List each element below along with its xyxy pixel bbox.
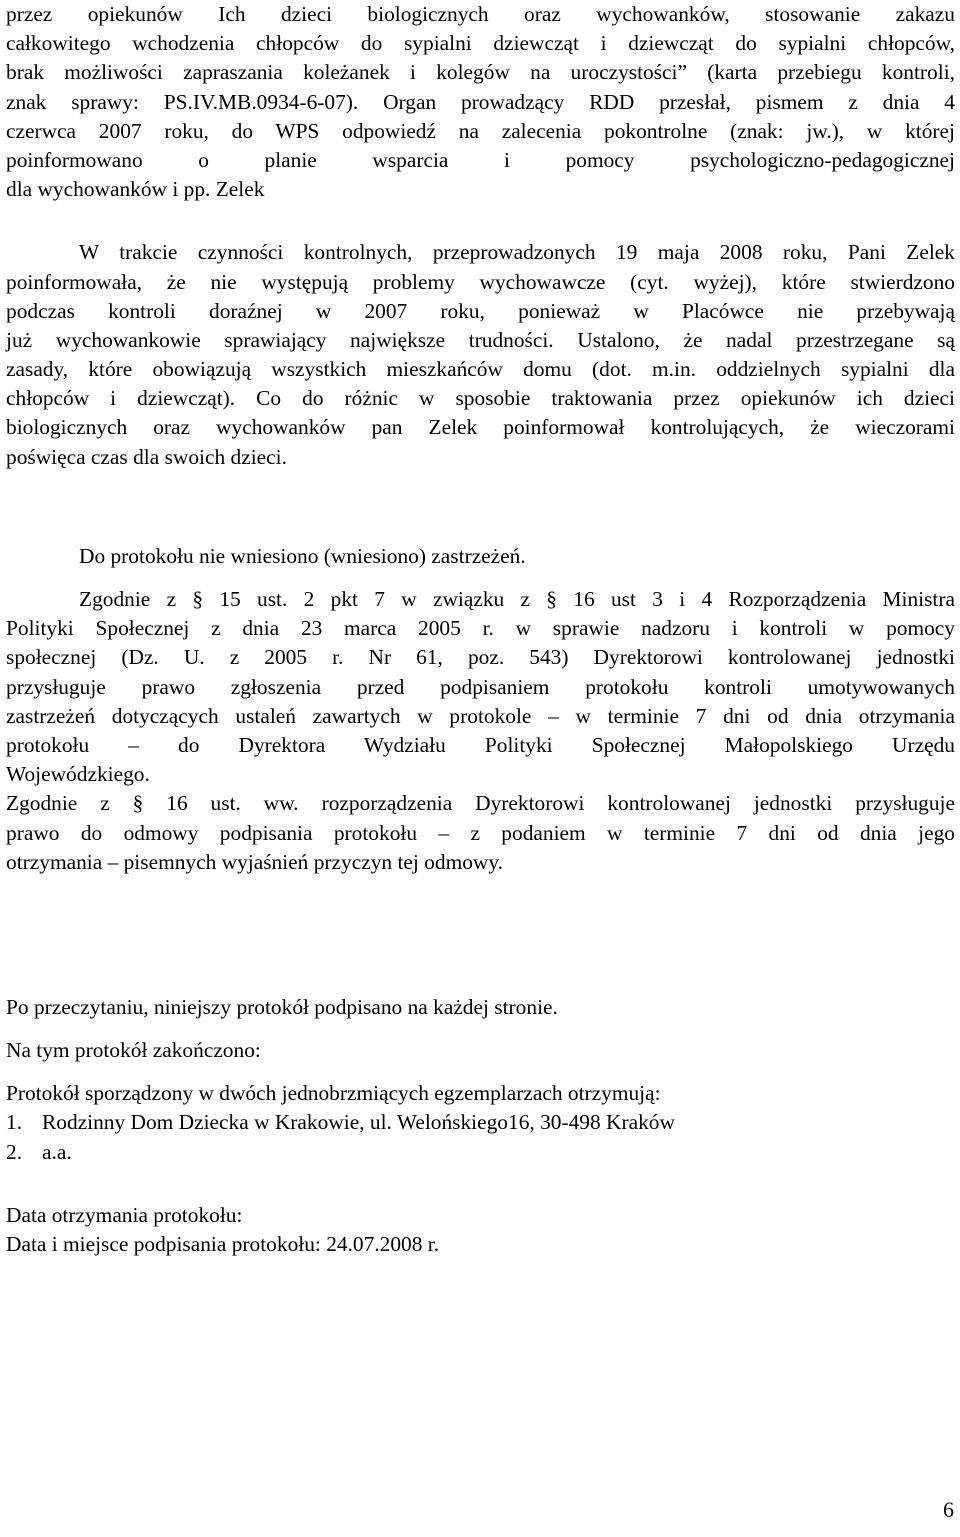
list-item-text: a.a. [42,1139,72,1164]
list-item [6,1108,955,1137]
text-line: Wojewódzkiego. [6,762,150,787]
paragraph-refusal-rights [6,789,955,877]
copies-intro: Protokół sporządzony w dwóch jednobrzmiących egzemplarzach otrzymują: [6,1081,661,1106]
recipients-list [6,1108,955,1166]
text-line: biologicznych oraz wychowanków pan Zelek poinformował kontrolujących, że wieczorami [6,415,955,440]
text-line: otrzymania – pisemnych wyjaśnień przyczyn tej odmowy. [6,849,503,874]
receipt-date-field: Data otrzymania protokołu: [6,1202,243,1227]
signing-date-field: Data i miejsce podpisania protokołu: 24.07.2008 r. [6,1232,440,1256]
text-line: Zgodnie z § 15 ust. 2 pkt 7 w związku z § 16 ust 3 i 4 Rozporządzenia Ministra [79,587,955,611]
list-item-number: 2. [6,1139,23,1164]
concluded-statement: Na tym protokół zakończono: [6,1038,261,1063]
document-page [6,0,955,1259]
list-item [6,1138,955,1167]
text-line: czerwca 2007 roku, do WPS odpowiedź na zalecenia pokontrolne (znak: jw.), w której [6,118,955,143]
text-line: poinformowała, że nie występują problemy wychowawcze (cyt. wyżej), które stwierdzono [6,269,955,294]
text-line: Zgodnie z § 16 ust. ww. rozporządzenia Dyrektorowi kontrolowanej jednostki przysługuje [6,791,955,816]
text-line: chłopców i dziewcząt). Co do różnic w sposobie traktowania przez opiekunów ich dzieci [6,386,955,411]
no-objections-statement: Do protokołu nie wniesiono (wniesiono) zastrzeżeń. [79,543,526,568]
text-line: przez opiekunów Ich dzieci biologicznych oraz wychowanków, stosowanie zakazu [6,2,955,26]
text-line: dla wychowanków i pp. Zelek [6,177,265,202]
text-line: zastrzeżeń dotyczących ustaleń zawartych w protokole – w terminie 7 dni od dnia otrzymania [6,703,955,728]
page-number: 6 [943,1497,954,1522]
text-line: społecznej (Dz. U. z 2005 r. Nr 61, poz. 543) Dyrektorowi kontrolowanej jednostki [6,645,955,670]
paragraph-objection-rights [6,585,955,789]
paragraph-inspection-findings [6,238,955,472]
text-line: prawo do odmowy podpisania protokołu – z podaniem w terminie 7 dni od dnia jego [6,820,955,845]
text-line: protokołu – do Dyrektora Wydziału Polityki Społecznej Małopolskiego Urzędu [6,732,955,757]
read-and-signed-statement: Po przeczytaniu, niniejszy protokół podpisano na każdej stronie. [6,994,558,1019]
text-line: W trakcie czynności kontrolnych, przeprowadzonych 19 maja 2008 roku, Pani Zelek [79,240,955,265]
list-item-text: Rodzinny Dom Dziecka w Krakowie, ul. Welońskiego16, 30-498 Kraków [42,1110,675,1135]
text-line: całkowitego wchodzenia chłopców do sypialni dziewcząt i dziewcząt do sypialni chłopców, [6,31,955,56]
text-line: znak sprawy: PS.IV.MB.0934-6-07). Organ prowadzący RDD przesłał, pismem z dnia 4 [6,89,955,114]
text-line: poinformowano o planie wsparcia i pomocy psychologiczno-pedagogicznej [6,147,955,172]
text-line: już wychowankowie sprawiający największe trudności. Ustalono, że nadal przestrzegane są [6,327,955,352]
text-line: Polityki Społecznej z dnia 23 marca 2005 r. w sprawie nadzoru i kontroli w pomocy [6,616,955,641]
text-line: poświęca czas dla swoich dzieci. [6,444,287,469]
list-item-number: 1. [6,1110,23,1135]
text-line: zasady, które obowiązują wszystkich mieszkańców domu (dot. m.in. oddzielnych sypialni dla [6,357,955,382]
text-line: brak możliwości zapraszania koleżanek i kolegów na uroczystości” (karta przebiegu kontroli, [6,60,955,85]
text-line: przysługuje prawo zgłoszenia przed podpisaniem protokołu kontroli umotywowanych [6,674,955,699]
paragraph-previous-inspection [6,0,955,204]
text-line: podczas kontroli doraźnej w 2007 roku, ponieważ w Placówce nie przebywają [6,298,955,323]
